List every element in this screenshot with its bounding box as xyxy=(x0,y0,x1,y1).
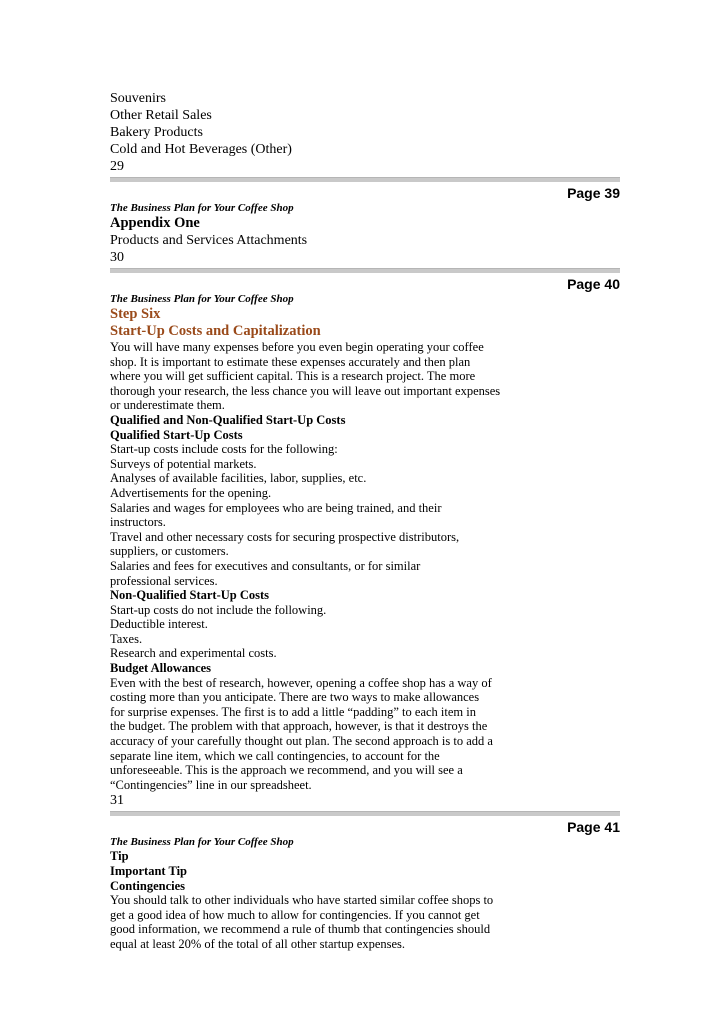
printed-page-number: 31 xyxy=(110,793,124,809)
running-header: The Business Plan for Your Coffee Shop xyxy=(110,293,294,305)
list-item: Travel and other necessary costs for securing prospective distributors, xyxy=(110,529,460,544)
paragraph-line: thorough your research, the less chance you will leave out important expenses xyxy=(110,383,501,398)
list-item: Bakery Products xyxy=(110,125,203,140)
budget-paragraph xyxy=(110,676,620,793)
paragraph-line: where you will get sufficient capital. This is a research project. The more xyxy=(110,369,476,384)
page-label: Page 41 xyxy=(567,819,620,836)
subheading: Qualified and Non-Qualified Start-Up Costs xyxy=(110,412,346,427)
list-item: Surveys of potential markets. xyxy=(110,456,257,471)
paragraph-line: shop. It is important to estimate these expenses accurately and then plan xyxy=(110,354,471,369)
chapter-title: Start-Up Costs and Capitalization xyxy=(110,323,321,339)
important-tip-heading: Important Tip xyxy=(110,864,187,878)
document-page xyxy=(110,90,620,952)
list-item: Start-up costs do not include the following. xyxy=(110,602,327,617)
paragraph-line: Even with the best of research, however, opening a coffee shop has a way of xyxy=(110,675,492,690)
subheading: Budget Allowances xyxy=(110,661,212,676)
paragraph-line: “Contingencies” line in our spreadsheet. xyxy=(110,777,312,792)
tip-paragraph xyxy=(110,893,620,951)
contingencies-heading: Contingencies xyxy=(110,878,185,893)
paragraph-line: accuracy of your carefully thought out plan. The second approach is to add a xyxy=(110,734,493,749)
paragraph-line: You will have many expenses before you even begin operating your coffee xyxy=(110,340,484,354)
step-title: Step Six xyxy=(110,306,161,322)
paragraph-line: You should talk to other individuals who have started similar coffee shops to xyxy=(110,893,494,908)
subheading: Non-Qualified Start-Up Costs xyxy=(110,588,270,603)
list-item: instructors. xyxy=(110,515,166,530)
list-item: suppliers, or customers. xyxy=(110,544,229,559)
paragraph-line: get a good idea of how much to allow for contingencies. If you cannot get xyxy=(110,907,480,922)
subheading: Qualified Start-Up Costs xyxy=(110,427,243,442)
list-item: Analyses of available facilities, labor, supplies, etc. xyxy=(110,471,367,486)
paragraph-line: good information, we recommend a rule of thumb that contingencies should xyxy=(110,922,491,937)
list-item: Research and experimental costs. xyxy=(110,646,277,661)
page-label: Page 39 xyxy=(567,185,620,201)
list-item: Advertisements for the opening. xyxy=(110,485,272,500)
paragraph-line: costing more than you anticipate. There are two ways to make allowances xyxy=(110,690,480,705)
tip-heading: Tip xyxy=(110,849,129,864)
paragraph-line: or underestimate them. xyxy=(110,398,225,413)
intro-paragraph xyxy=(110,340,620,413)
page-label: Page 40 xyxy=(567,276,620,292)
qualified-costs-list xyxy=(110,442,620,588)
paragraph-line: the budget. The problem with that approach, however, is that it destroys the xyxy=(110,719,488,734)
printed-page-number: 29 xyxy=(110,159,124,174)
paragraph-line: equal at least 20% of the total of all other startup expenses. xyxy=(110,936,406,951)
list-item: Deductible interest. xyxy=(110,617,208,632)
list-item: professional services. xyxy=(110,573,218,588)
list-item: Salaries and wages for employees who are being trained, and their xyxy=(110,500,442,515)
section-subtitle: Products and Services Attachments xyxy=(110,233,308,248)
running-header: The Business Plan for Your Coffee Shop xyxy=(110,202,294,214)
list-item: Start-up costs include costs for the following: xyxy=(110,442,338,457)
running-header: The Business Plan for Your Coffee Shop xyxy=(110,836,294,849)
list-item: Souvenirs xyxy=(110,91,166,106)
list-item: Cold and Hot Beverages (Other) xyxy=(110,142,292,157)
paragraph-line: unforeseeable. This is the approach we recommend, and you will see a xyxy=(110,763,463,778)
section-title: Appendix One xyxy=(110,215,200,231)
list-item: Taxes. xyxy=(110,631,143,646)
paragraph-line: for surprise expenses. The first is to add a little “padding” to each item in xyxy=(110,704,476,719)
list-item: Other Retail Sales xyxy=(110,108,212,123)
nonqualified-costs-list xyxy=(110,603,620,661)
product-list xyxy=(110,90,620,158)
printed-page-number: 30 xyxy=(110,250,124,265)
paragraph-line: separate line item, which we call contingencies, to account for the xyxy=(110,748,440,763)
list-item: Salaries and fees for executives and consultants, or for similar xyxy=(110,558,421,573)
